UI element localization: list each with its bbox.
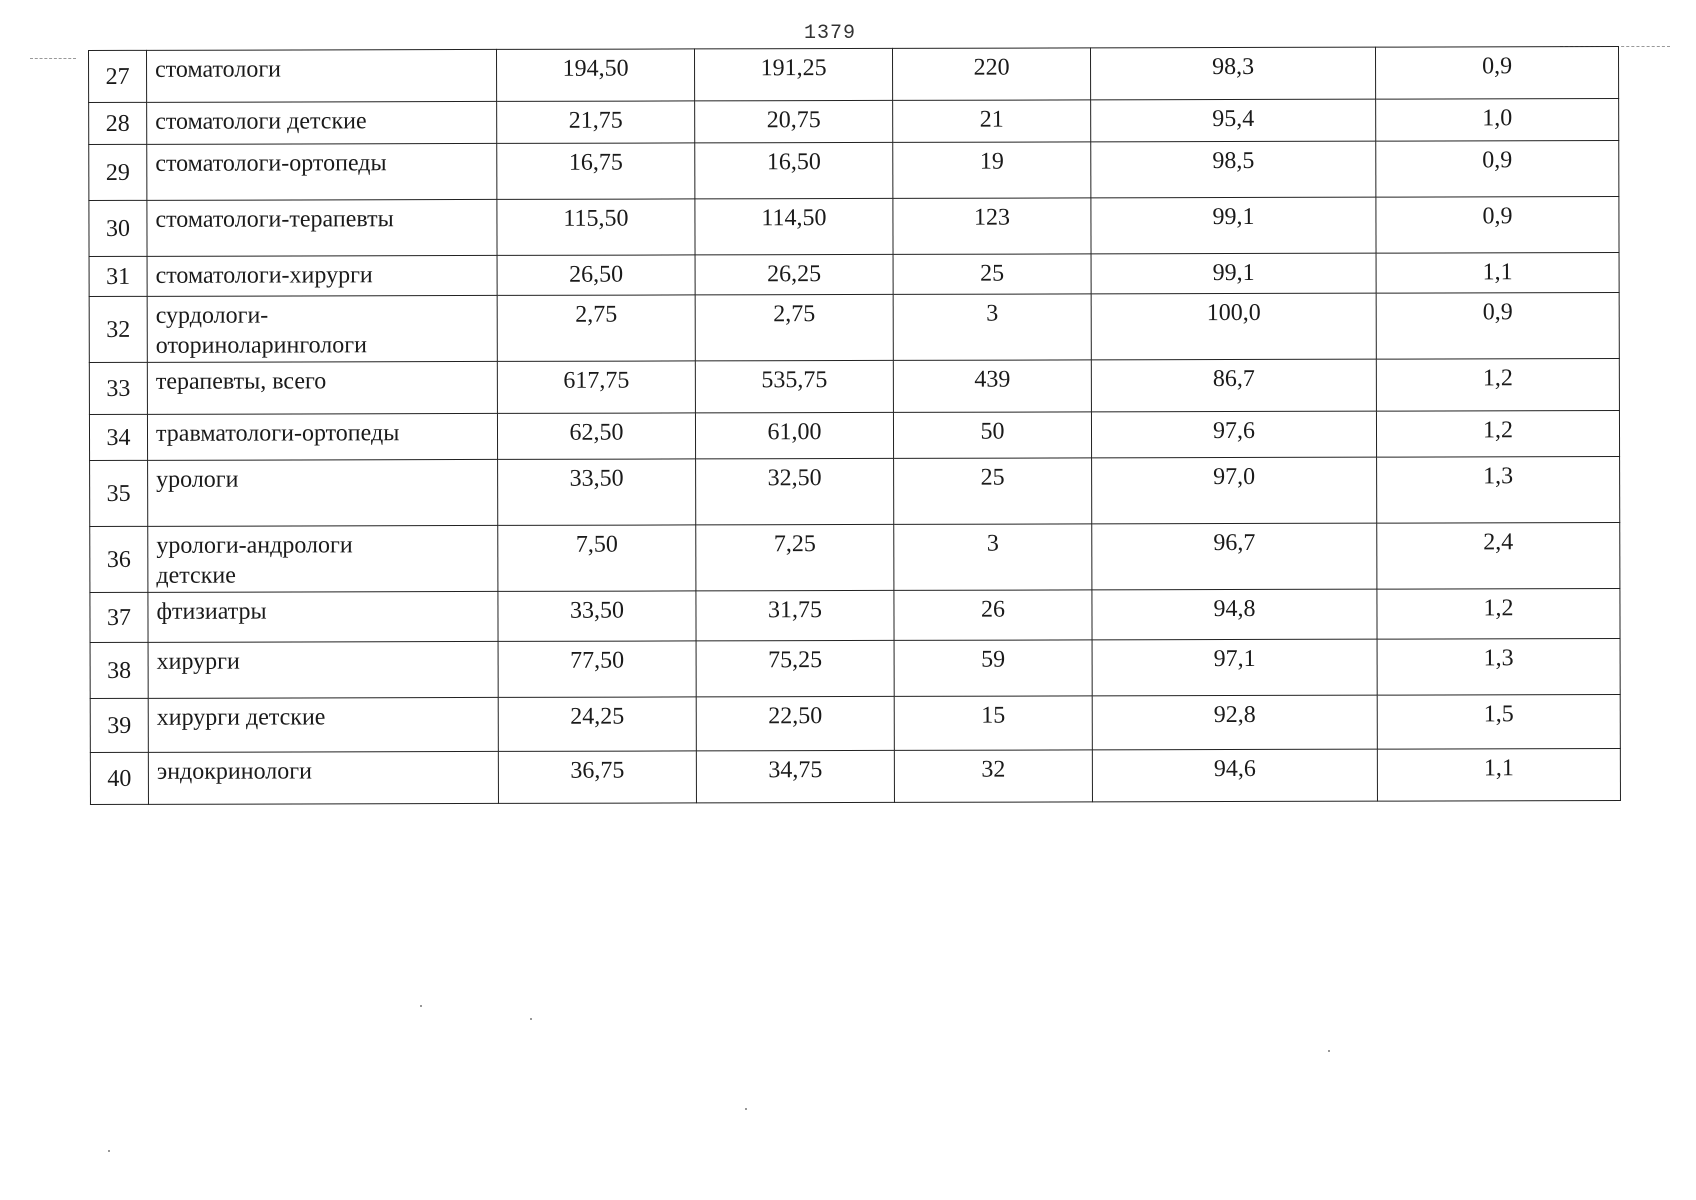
row-number: 27 [89,50,147,102]
specialty-name: стоматологи-хирурги [147,255,497,296]
data-table [88,46,1621,805]
value-col-2: 26,25 [695,254,893,295]
row-number: 30 [89,200,147,256]
row-number: 36 [90,526,148,592]
value-col-3: 3 [894,524,1092,591]
table-row [89,196,1619,256]
specialty-name: хирурги [148,641,498,698]
value-col-4: 99,1 [1091,253,1376,294]
value-col-4: 97,1 [1092,639,1377,696]
specialty-name: сурдологи- оториноларингологи [147,295,497,362]
value-col-1: 24,25 [498,697,696,752]
specialty-name: травматологи-ортопеды [147,413,497,460]
row-number: 32 [89,296,147,362]
specialty-name: стоматологи [147,49,497,102]
value-col-5: 2,4 [1377,522,1620,589]
value-col-4: 92,8 [1092,695,1377,750]
row-number: 40 [90,752,148,804]
scan-mark-left [30,58,76,60]
specialty-name: стоматологи-терапевты [147,199,497,256]
value-col-5: 0,9 [1376,196,1619,253]
value-col-3: 25 [894,458,1092,525]
value-col-2: 7,25 [696,524,894,591]
row-number: 37 [90,592,148,642]
value-col-4: 94,8 [1092,589,1377,640]
value-col-5: 0,9 [1376,140,1619,197]
table-row [89,98,1619,144]
table-row [89,292,1619,362]
specialty-name: фтизиатры [148,591,498,642]
value-col-4: 97,0 [1092,457,1377,524]
table-row [90,748,1620,804]
value-col-3: 50 [893,412,1091,459]
specialty-name: эндокринологи [148,751,498,804]
value-col-5: 1,3 [1377,456,1620,523]
value-col-4: 98,3 [1090,47,1375,100]
value-col-2: 191,25 [694,48,892,101]
value-col-3: 59 [894,640,1092,697]
value-col-1: 617,75 [497,361,695,414]
value-col-1: 2,75 [497,295,695,362]
value-col-1: 16,75 [497,143,695,200]
value-col-3: 220 [892,48,1090,101]
value-col-4: 95,4 [1091,99,1376,142]
value-col-2: 114,50 [695,198,893,255]
value-col-3: 439 [893,360,1091,413]
value-col-4: 96,7 [1092,523,1377,590]
specialty-name: терапевты, всего [147,361,497,414]
table-row [90,588,1620,642]
value-col-3: 26 [894,590,1092,641]
value-col-1: 62,50 [497,413,695,460]
specialty-name: хирурги детские [148,697,498,752]
table-row [89,140,1619,200]
value-col-4: 97,6 [1091,411,1376,458]
value-col-3: 25 [893,254,1091,295]
value-col-2: 61,00 [695,412,893,459]
value-col-2: 75,25 [696,640,894,697]
value-col-4: 98,5 [1091,141,1376,198]
value-col-1: 33,50 [498,591,696,642]
table-row [89,410,1619,460]
value-col-5: 1,2 [1376,410,1619,457]
specialty-name: стоматологи детские [147,101,497,144]
value-col-1: 21,75 [497,101,695,144]
value-col-1: 194,50 [496,49,694,102]
row-number: 39 [90,698,148,752]
value-col-3: 19 [893,142,1091,199]
row-number: 38 [90,642,148,698]
specialty-name: стоматологи-ортопеды [147,143,497,200]
table-row [90,456,1620,526]
value-col-2: 2,75 [695,294,893,361]
page-number: 1379 [803,22,856,45]
scan-speck [420,1005,422,1007]
table-row [89,358,1619,414]
value-col-1: 33,50 [498,459,696,526]
value-col-2: 16,50 [695,142,893,199]
table-body [89,46,1621,804]
table-row [90,638,1620,698]
row-number: 33 [89,362,147,414]
row-number: 34 [89,414,147,460]
row-number: 28 [89,102,147,144]
table-row [89,46,1619,102]
specialty-name: урологи-андрологи детские [148,525,498,592]
value-col-5: 1,3 [1377,638,1620,695]
value-col-4: 99,1 [1091,197,1376,254]
value-col-2: 31,75 [696,590,894,641]
value-col-1: 115,50 [497,199,695,256]
value-col-4: 100,0 [1091,293,1376,360]
value-col-1: 77,50 [498,641,696,698]
value-col-2: 535,75 [695,360,893,413]
row-number: 29 [89,144,147,200]
value-col-3: 15 [894,696,1092,751]
value-col-5: 0,9 [1376,292,1619,359]
value-col-2: 20,75 [695,100,893,143]
value-col-1: 36,75 [498,751,696,804]
row-number: 35 [90,460,148,526]
row-number: 31 [89,256,147,296]
scan-speck [745,1108,747,1110]
value-col-1: 26,50 [497,255,695,296]
value-col-3: 123 [893,198,1091,255]
value-col-2: 34,75 [696,750,894,803]
table-row [90,522,1620,592]
value-col-5: 1,2 [1376,358,1619,411]
value-col-5: 0,9 [1375,46,1618,99]
scan-speck [530,1018,532,1020]
scan-speck [1328,1050,1330,1052]
value-col-4: 94,6 [1092,749,1377,802]
value-col-5: 1,0 [1376,98,1619,141]
value-col-3: 32 [894,750,1092,803]
table-row [89,252,1619,296]
value-col-3: 3 [893,294,1091,361]
value-col-5: 1,1 [1376,252,1619,293]
value-col-2: 22,50 [696,696,894,751]
value-col-5: 1,5 [1377,694,1620,749]
value-col-5: 1,2 [1377,588,1620,639]
value-col-1: 7,50 [498,525,696,592]
scan-speck [108,1150,110,1152]
specialty-name: урологи [148,459,498,526]
value-col-5: 1,1 [1377,748,1620,801]
value-col-3: 21 [893,100,1091,143]
table-row [90,694,1620,752]
value-col-4: 86,7 [1091,359,1376,412]
value-col-2: 32,50 [696,458,894,525]
